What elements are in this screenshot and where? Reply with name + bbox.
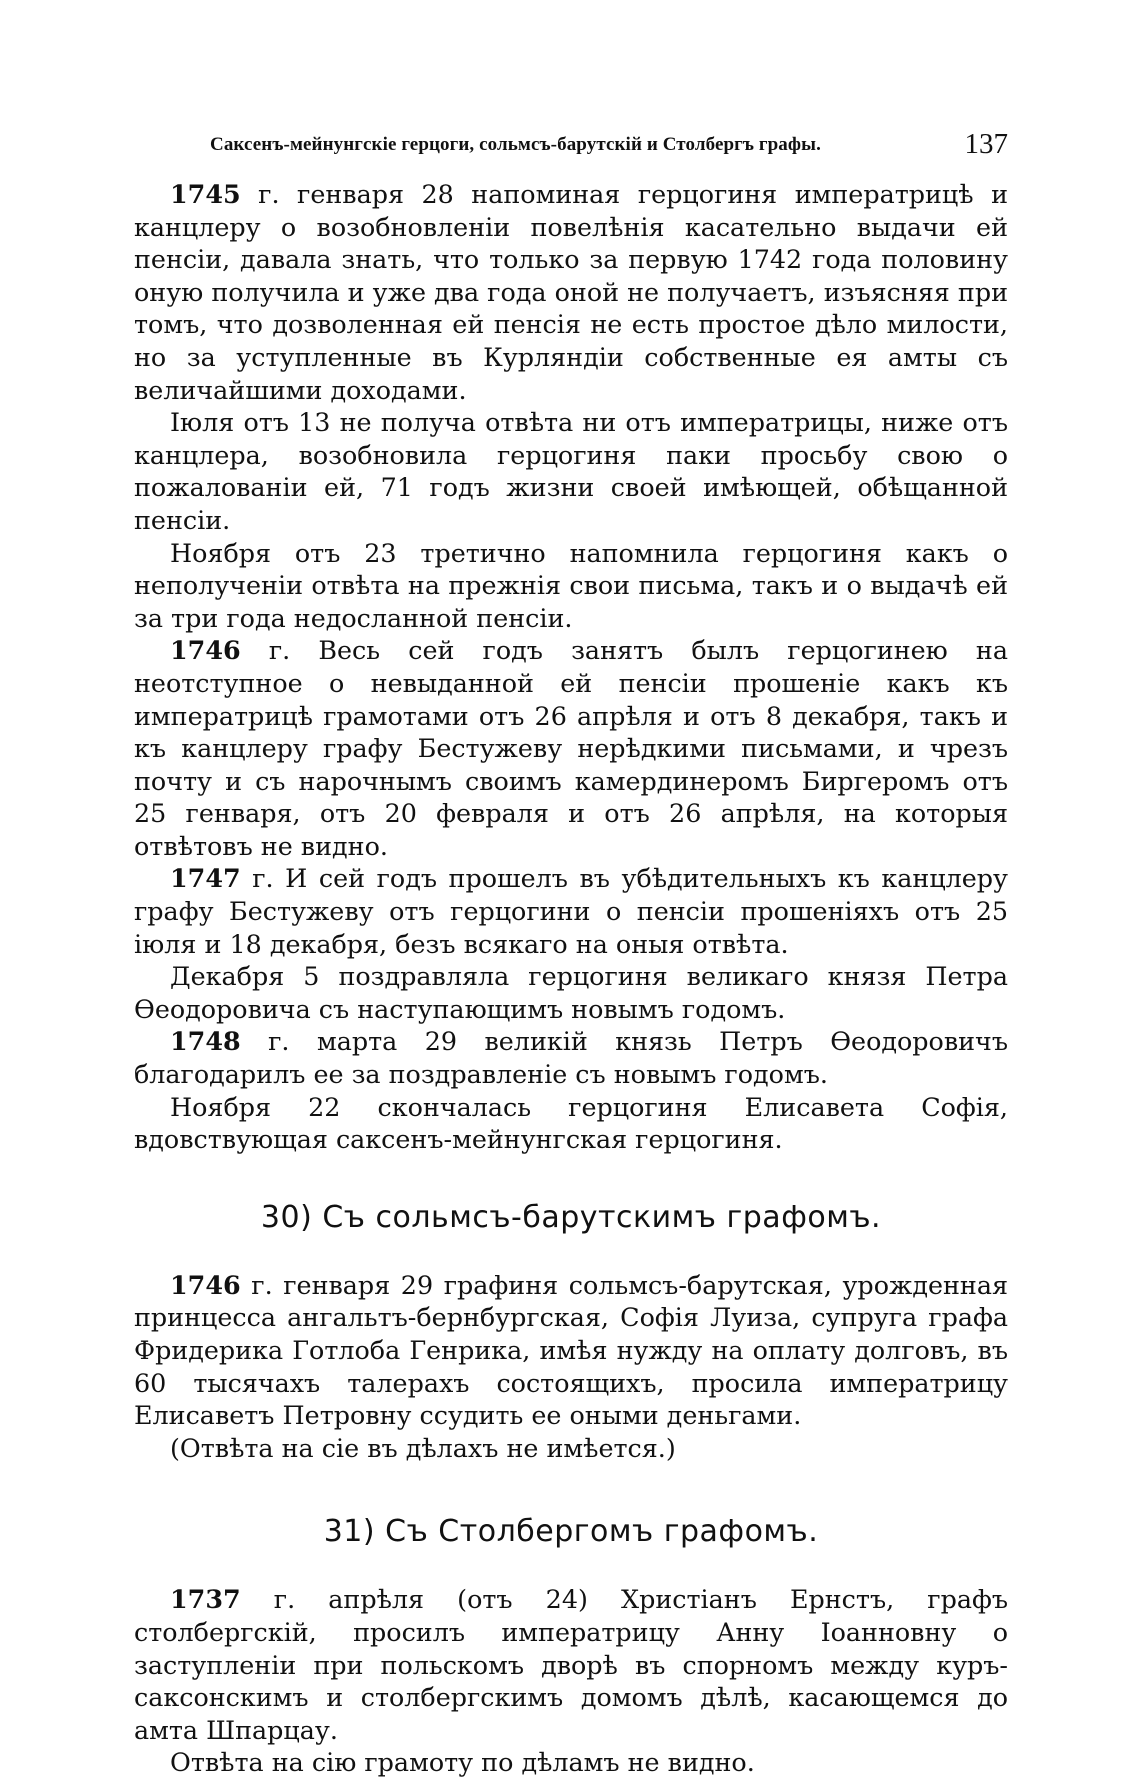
year-label: 1745 [170, 179, 241, 209]
section-heading-31: 31) Съ Столбергомъ графомъ. [323, 1514, 819, 1550]
section-stolberg [134, 1583, 1008, 1779]
paragraph-text: Ноября отъ 23 третично напомнила герцогиня какъ о неполученіи отвѣта на прежнія свои письма, такъ и о выдачѣ ей за три года недосланной пенсіи. [134, 537, 1008, 633]
paragraph-text: (Отвѣта на сіе въ дѣлахъ не имѣется.) [170, 1432, 676, 1463]
year-label: 1747 [170, 863, 241, 894]
paragraph-text: Отвѣта на сію грамоту по дѣламъ не видно. [170, 1747, 755, 1778]
document-page [134, 128, 1008, 1779]
paragraph-text: г. генваря 29 графиня сольмсъ-барутская, урожденная принцесса ангальтъ-бернбургская, Софія Луиза, супруга графа Фридерика Готлоба Генрика, имѣя нужду на оплату долговъ, въ 60 тысячахъ талерахъ состоящихъ, просила императрицу Елисаветъ Петровну ссудить ее оными деньгами. [134, 1269, 1008, 1431]
paragraph [134, 1583, 1008, 1746]
paragraph [134, 960, 1008, 1025]
year-label: 1748 [170, 1026, 241, 1057]
paragraph-text: г. генваря 28 напоминая герцогиня императрицѣ и канцлеру о возобновленіи повелѣнія касательно выдачи ей пенсіи, давала знать, что только за первую 1742 года половину оную получила и уже два года оной не получаетъ, изъясняя при томъ, что дозволенная ей пенсія не есть простое дѣло милости, но за уступленные въ Курляндіи собственные ея амты съ величайшими доходами. [134, 179, 1008, 405]
paragraph [134, 1746, 1008, 1779]
paragraph-text: г. И сей годъ прошелъ въ убѣдительныхъ къ канцлеру графу Бестужеву отъ герцогини о пенсіи прошеніяхъ отъ 25 іюля и 18 декабря, безъ всякаго на оныя отвѣта. [134, 863, 1008, 959]
paragraph-text: г. марта 29 великій князь Петръ Ѳеодоровичъ благодарилъ ее за поздравленіе съ новымъ годомъ. [134, 1026, 1008, 1090]
paragraph [134, 406, 1008, 536]
paragraph [134, 178, 1008, 406]
paragraph [134, 1025, 1008, 1090]
paragraph-text: Декабря 5 поздравляла герцогиня великаго князя Петра Ѳеодоровича съ наступающимъ новымъ годомъ. [134, 961, 1008, 1024]
paragraph-text: г. апрѣля (отъ 24) Христіанъ Ернстъ, графъ столбергскій, просилъ императрицу Анну Іоанновну о заступленіи при польскомъ дворѣ въ спорномъ между куръ-саксонскимъ и столбергскимъ домомъ дѣлѣ, касающемся до амта Шпарцау. [134, 1584, 1008, 1745]
section-heading-30: 30) Съ сольмсъ-барутскимъ графомъ. [260, 1199, 882, 1235]
running-title: Саксенъ-мейнунгскіе герцоги, сольмсъ-барутскій и Столбергъ графы. [210, 134, 821, 155]
year-label: 1737 [170, 1584, 241, 1615]
year-label: 1746 [170, 1269, 241, 1300]
paragraph [134, 1269, 1008, 1432]
paragraph [134, 862, 1008, 960]
paragraph-text: Іюля отъ 13 не получа отвѣта ни отъ императрицы, ниже отъ канцлера, возобновила герцогиня паки просьбу свою о пожалованіи ей, 71 годъ жизни своей имѣющей, обѣщанной пенсіи. [134, 407, 1008, 535]
section-solms-baruth [134, 1269, 1008, 1465]
page-number: 137 [964, 128, 1008, 160]
paragraph [134, 1432, 1008, 1465]
paragraph [134, 537, 1008, 635]
running-header [134, 128, 1008, 168]
paragraph-text: Ноября 22 скончалась герцогиня Елисавета Софія, вдовствующая саксенъ-мейнунгская герцогиня. [134, 1091, 1008, 1155]
section-saxe-meiningen [134, 178, 1008, 1156]
year-label: 1746 [170, 635, 241, 666]
paragraph [134, 1091, 1008, 1156]
paragraph [134, 634, 1008, 862]
paragraph-text: г. Весь сей годъ занятъ былъ герцогинею на неотступное о невыданной ей пенсіи прошеніе какъ къ императрицѣ грамотами отъ 26 апрѣля и отъ 8 декабря, такъ и къ канцлеру графу Бестужеву нерѣдкими письмами, и чрезъ почту и съ нарочнымъ своимъ камердинеромъ Биргеромъ отъ 25 генваря, отъ 20 февраля и отъ 26 апрѣля, на которыя отвѣтовъ не видно. [134, 635, 1008, 861]
